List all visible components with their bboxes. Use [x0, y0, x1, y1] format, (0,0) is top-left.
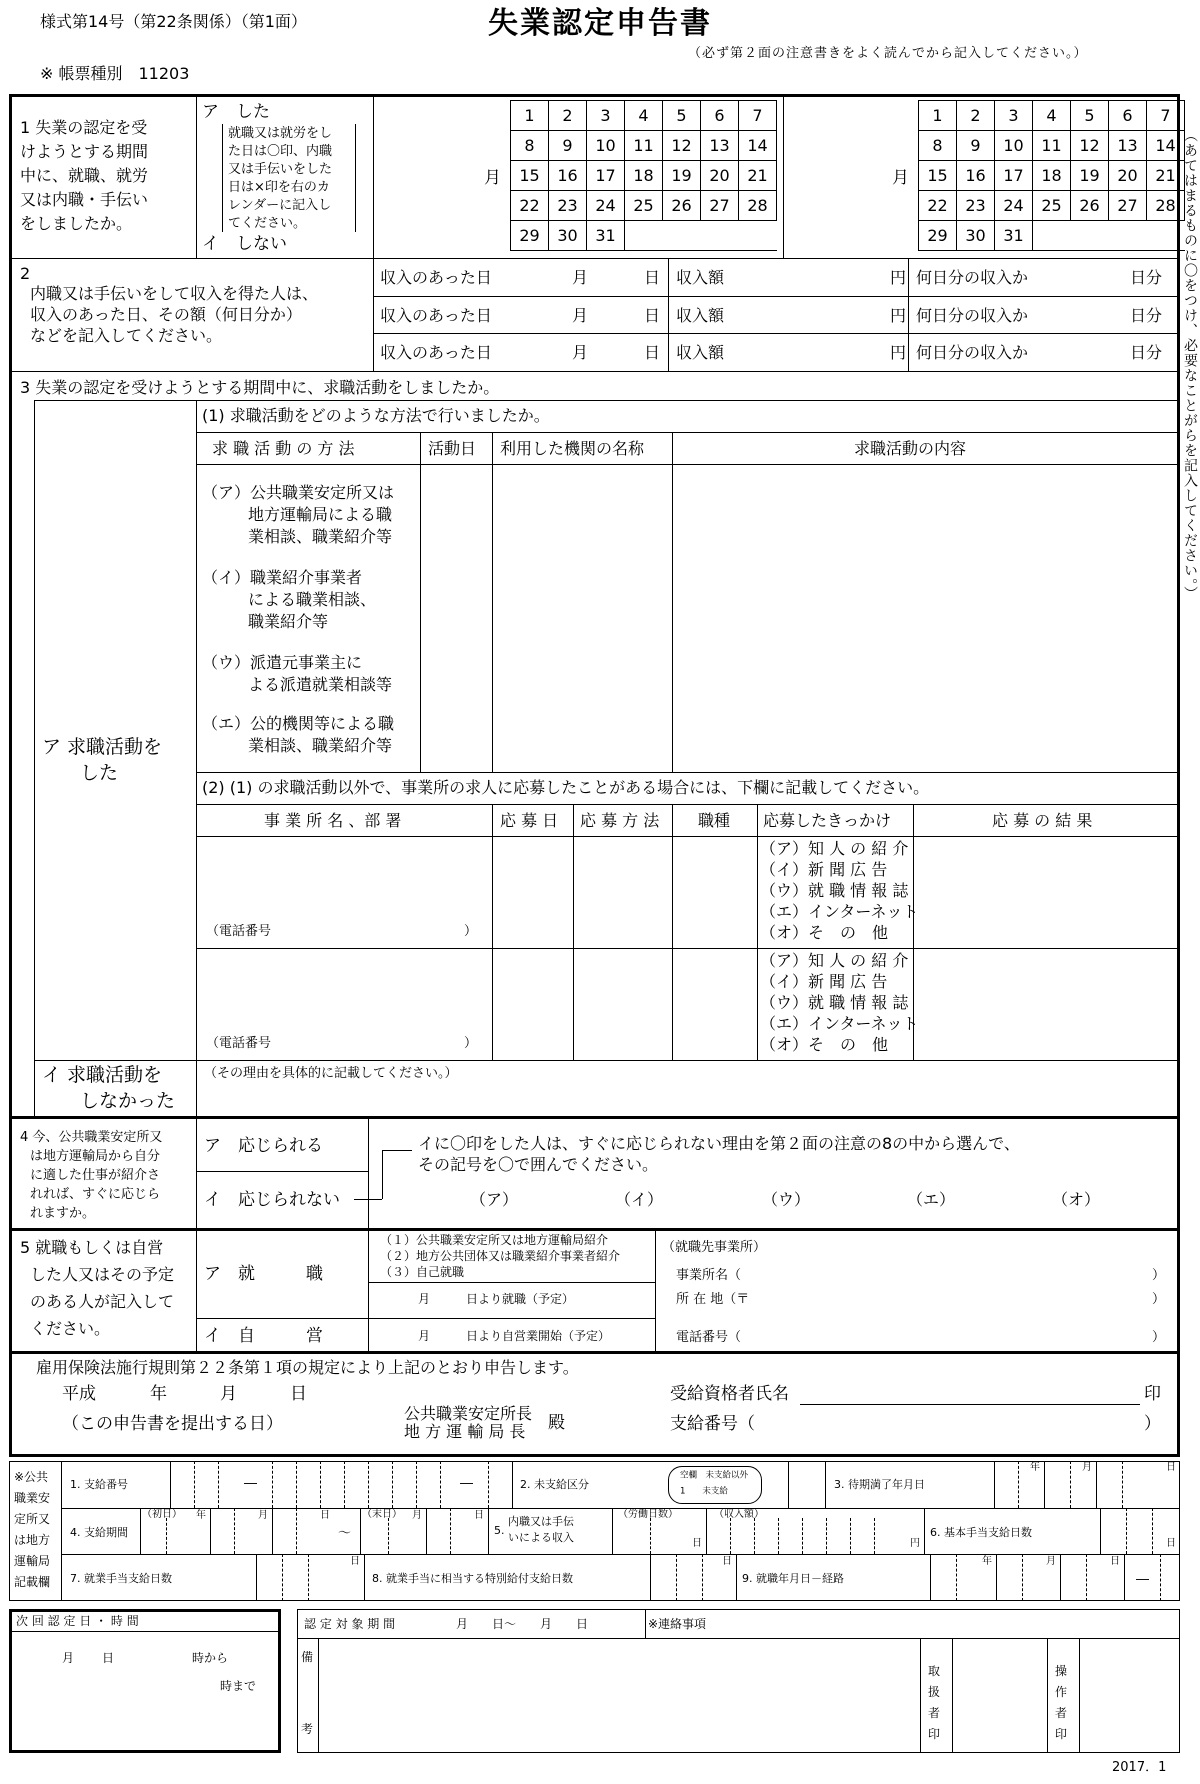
income-days-unit[interactable]: 日分	[1130, 306, 1163, 325]
col-company: 事 業 所 名 、部 署	[264, 811, 402, 830]
income-yen[interactable]: 円	[890, 343, 907, 362]
certification-period-value[interactable]: 月 日～ 月 日	[456, 1617, 589, 1631]
calendar-empty	[663, 221, 701, 251]
calendar-day[interactable]: 25	[1033, 191, 1071, 221]
calendar-day[interactable]: 14	[739, 131, 777, 161]
income-month[interactable]: 月	[572, 343, 589, 362]
col-apply-method: 応 募 方 法	[580, 811, 660, 830]
calendar-week	[511, 221, 777, 251]
time-from: 時から	[192, 1651, 229, 1665]
form-title: 失業認定申告書	[488, 6, 712, 41]
calendar-day[interactable]: 13	[701, 131, 739, 161]
handler-seal: 者	[928, 1706, 941, 1720]
calendar-day[interactable]: 24	[587, 191, 625, 221]
q4-note-line2: その記号を〇で囲んでください。	[418, 1155, 659, 1174]
calendar-day[interactable]: 31	[587, 221, 625, 251]
calendar-day[interactable]: 15	[511, 161, 549, 191]
handler-seal: 取	[928, 1664, 941, 1678]
calendar-day[interactable]: 8	[919, 131, 957, 161]
calendar-week	[511, 131, 777, 161]
contact-notes-label: ※連絡事項	[648, 1617, 707, 1631]
calendar-week	[511, 101, 777, 131]
calendar-day[interactable]: 11	[625, 131, 663, 161]
calendar-day[interactable]: 10	[995, 131, 1033, 161]
q1-option-did-not[interactable]: イ しない	[202, 234, 287, 254]
q4-note-line1: イに〇印をした人は、すぐに応じられない理由を第２面の注意の8の中から選んで、	[418, 1134, 1020, 1153]
income-days-label: 何日分の収入か	[916, 343, 1029, 362]
income-amount-label: 収入額	[676, 343, 725, 362]
form-version: 2017．1	[1112, 1760, 1167, 1775]
calendar-day[interactable]: 18	[625, 161, 663, 191]
income-yen[interactable]: 円	[890, 306, 907, 325]
income-yen[interactable]: 円	[890, 268, 907, 287]
handler-seal: 印	[928, 1727, 941, 1741]
office-head-1: 公共職業安定所長	[404, 1404, 533, 1423]
trigger-option[interactable]: （エ）インターネット	[760, 1014, 919, 1033]
calendar-day[interactable]: 20	[701, 161, 739, 191]
form-number: 様式第14号（第22条関係）（第1面）	[40, 12, 307, 31]
col-organization: 利用した機関の名称	[500, 439, 645, 458]
operator-seal: 作	[1055, 1685, 1068, 1699]
calendar-day[interactable]: 23	[957, 191, 995, 221]
col-trigger: 応募したきっかけ	[763, 811, 892, 830]
calendar-day[interactable]: 27	[701, 191, 739, 221]
employer-phone[interactable]: 電話番号（	[676, 1330, 742, 1345]
calendar-day[interactable]: 17	[995, 161, 1033, 191]
office-use-label: 運輸局	[14, 1554, 51, 1568]
calendar-week	[919, 191, 1185, 221]
trigger-option[interactable]: （ア）知 人 の 紹 介	[760, 839, 909, 858]
calendar-day[interactable]: 28	[1147, 191, 1185, 221]
company-phone[interactable]: （電話番号	[206, 1036, 272, 1051]
calendar-day[interactable]: 29	[511, 221, 549, 251]
q3-sub1: (1) 求職活動をどのような方法で行いましたか。	[202, 406, 550, 425]
reason-choice[interactable]: （エ）	[907, 1190, 956, 1209]
calendar-day[interactable]: 14	[1147, 131, 1185, 161]
company-phone-close: ）	[464, 1036, 478, 1051]
field-waiting-end-date[interactable]: 3. 待期満了年月日	[834, 1478, 925, 1491]
income-date-label: 収入のあった日	[380, 343, 492, 362]
calendar2-month-label: 月	[892, 168, 909, 188]
field-payment-period[interactable]: 4. 支給期間	[70, 1526, 128, 1539]
company-phone-close: ）	[464, 924, 478, 939]
calendar-day[interactable]: 18	[1033, 161, 1071, 191]
calendar-day[interactable]: 15	[919, 161, 957, 191]
calendar-day[interactable]: 4	[625, 101, 663, 131]
calendar-day[interactable]: 5	[663, 101, 701, 131]
income-month[interactable]: 月	[572, 306, 589, 325]
header-note: （必ず第２面の注意書きをよく読んでから記入してください。）	[688, 46, 1088, 61]
trigger-option[interactable]: （オ）そ の 他	[760, 923, 889, 942]
col-activity-date: 活動日	[428, 439, 477, 458]
office-use-label: 記載欄	[14, 1575, 51, 1589]
calendar1-month-label: 月	[484, 168, 501, 188]
calendar-day[interactable]: 6	[701, 101, 739, 131]
calendar-day[interactable]: 16	[957, 161, 995, 191]
calendar-day[interactable]: 1	[919, 101, 957, 131]
trigger-option[interactable]: （イ）新 聞 広 告	[760, 972, 888, 991]
side-instruction: （あてはまるものに〇をつけ、必要なことがらを記入してください。）	[1182, 128, 1198, 601]
employer-company[interactable]: 事業所名（	[676, 1268, 742, 1283]
reason-choice[interactable]: （オ）	[1052, 1190, 1101, 1209]
submit-date-note: （この申告書を提出する日）	[62, 1414, 283, 1434]
income-month[interactable]: 月	[572, 268, 589, 287]
seal-mark: 印	[1144, 1384, 1161, 1404]
calendar-1[interactable]	[510, 100, 777, 251]
income-day[interactable]: 日	[644, 268, 661, 287]
calendar-week	[919, 101, 1185, 131]
income-days-unit[interactable]: 日分	[1130, 268, 1163, 287]
calendar-day[interactable]: 6	[1109, 101, 1147, 131]
operator-seal: 印	[1055, 1727, 1068, 1741]
income-days-unit[interactable]: 日分	[1130, 343, 1163, 362]
trigger-option[interactable]: （ア）知 人 の 紹 介	[760, 951, 909, 970]
trigger-option[interactable]: （ウ）就 職 情 報 誌	[760, 881, 909, 900]
calendar-day[interactable]: 5	[1071, 101, 1109, 131]
form-type: ※ 帳票種別 11203	[40, 64, 190, 83]
employment-date[interactable]: 月 日より就職（予定）	[418, 1292, 575, 1306]
calendar-day[interactable]: 29	[919, 221, 957, 251]
col-apply-date: 応 募 日	[500, 811, 559, 830]
calendar-day[interactable]: 9	[957, 131, 995, 161]
calendar-empty	[1033, 221, 1071, 251]
calendar-empty	[1071, 221, 1109, 251]
calendar-day[interactable]: 28	[739, 191, 777, 221]
calendar-day[interactable]: 25	[625, 191, 663, 221]
calendar-day[interactable]: 22	[919, 191, 957, 221]
calendar-day[interactable]: 12	[1071, 131, 1109, 161]
calendar-week	[511, 191, 777, 221]
calendar-day[interactable]: 30	[549, 221, 587, 251]
q4-option-cannot[interactable]: イ 応じられない	[204, 1190, 340, 1210]
declaration-era: 平成	[62, 1384, 96, 1404]
calendar-day[interactable]: 19	[663, 161, 701, 191]
income-days-label: 何日分の収入か	[916, 268, 1029, 287]
office-use-label: 職業安	[14, 1491, 51, 1505]
q1-option-did[interactable]: ア した	[202, 102, 270, 122]
calendar-day[interactable]: 26	[1071, 191, 1109, 221]
operator-seal: 者	[1055, 1706, 1068, 1720]
field-unpaid-category[interactable]: 2. 未支給区分	[520, 1478, 589, 1491]
office-use-label: ※公共	[14, 1470, 49, 1484]
reason-choice[interactable]: （ウ）	[762, 1190, 811, 1209]
calendar-day[interactable]: 27	[1109, 191, 1147, 221]
calendar-day[interactable]: 16	[549, 161, 587, 191]
q5-option-employed[interactable]: ア 就 職	[204, 1264, 323, 1284]
calendar-week	[919, 161, 1185, 191]
calendar-empty	[625, 221, 663, 251]
income-date-label: 収入のあった日	[380, 306, 492, 325]
q5-option-self-employed[interactable]: イ 自 営	[204, 1326, 323, 1346]
col-content: 求職活動の内容	[854, 439, 967, 458]
field-special-benefit-days[interactable]: 8. 就業手当に相当する特別給付支給日数	[372, 1572, 573, 1585]
calendar-day[interactable]: 30	[957, 221, 995, 251]
calendar-empty	[701, 221, 739, 251]
income-amount-label: 収入額	[676, 306, 725, 325]
q3-question: 3 失業の認定を受けようとする期間中に、求職活動をしましたか。	[20, 378, 500, 397]
calendar-empty	[1147, 221, 1185, 251]
income-day[interactable]: 日	[644, 306, 661, 325]
field-basic-allowance-days[interactable]: 6. 基本手当支給日数	[930, 1526, 1032, 1539]
calendar-day[interactable]: 7	[739, 101, 777, 131]
calendar-day[interactable]: 9	[549, 131, 587, 161]
self-employment-date[interactable]: 月 日より自営業開始（予定）	[418, 1329, 611, 1343]
calendar-day[interactable]: 3	[995, 101, 1033, 131]
field-employment-date-route[interactable]: 9. 就職年月日－経路	[742, 1572, 844, 1585]
calendar-day[interactable]: 2	[549, 101, 587, 131]
calendar-day[interactable]: 1	[511, 101, 549, 131]
employer-heading: （就職先事業所）	[662, 1240, 767, 1255]
income-day[interactable]: 日	[644, 343, 661, 362]
declaration-text: 雇用保険法施行規則第２２条第１項の規定により上記のとおり申告します。	[36, 1358, 579, 1377]
calendar-empty	[1109, 221, 1147, 251]
calendar-day[interactable]: 2	[957, 101, 995, 131]
calendar-2[interactable]	[918, 100, 1185, 251]
calendar-day[interactable]: 20	[1109, 161, 1147, 191]
calendar-day[interactable]: 4	[1033, 101, 1071, 131]
calendar-day[interactable]: 21	[739, 161, 777, 191]
calendar-day[interactable]: 7	[1147, 101, 1185, 131]
calendar-week	[919, 221, 1185, 251]
calendar-day[interactable]: 12	[663, 131, 701, 161]
income-days-label: 何日分の収入か	[916, 306, 1029, 325]
operator-seal: 操	[1055, 1664, 1068, 1678]
field-payment-number[interactable]: 1. 支給番号	[70, 1478, 128, 1491]
calendar-day[interactable]: 13	[1109, 131, 1147, 161]
reason-instruction: （その理由を具体的に記載してください。）	[204, 1066, 458, 1081]
calendar-day[interactable]: 22	[511, 191, 549, 221]
trigger-option[interactable]: （エ）インターネット	[760, 902, 919, 921]
calendar-day[interactable]: 17	[587, 161, 625, 191]
next-appointment-label: 次 回 認 定 日 ・ 時 間	[16, 1614, 139, 1628]
time-to: 時まで	[220, 1679, 257, 1693]
remarks-label-1: 備	[301, 1650, 314, 1664]
income-amount-label: 収入額	[676, 268, 725, 287]
calendar-week	[511, 161, 777, 191]
calendar-day[interactable]: 3	[587, 101, 625, 131]
calendar-empty	[739, 221, 777, 251]
col-method: 求 職 活 動 の 方 法	[212, 439, 355, 458]
calendar-day[interactable]: 24	[995, 191, 1033, 221]
employer-address[interactable]: 所 在 地（〒	[676, 1292, 750, 1307]
calendar-day[interactable]: 8	[511, 131, 549, 161]
trigger-option[interactable]: （オ）そ の 他	[760, 1035, 889, 1054]
reason-choice[interactable]: （ア）	[470, 1190, 519, 1209]
company-phone[interactable]: （電話番号	[206, 924, 272, 939]
col-result: 応 募 の 結 果	[992, 811, 1093, 830]
calendar-day[interactable]: 10	[587, 131, 625, 161]
field-employment-allowance-days[interactable]: 7. 就業手当支給日数	[70, 1572, 172, 1585]
office-use-label: 定所又	[14, 1512, 51, 1526]
calendar-day[interactable]: 26	[663, 191, 701, 221]
calendar-day[interactable]: 21	[1147, 161, 1185, 191]
office-use-label: は地方	[14, 1533, 51, 1547]
handler-seal: 扱	[928, 1685, 941, 1699]
certification-period-label: 認 定 対 象 期 間	[304, 1617, 396, 1631]
calendar-day[interactable]: 31	[995, 221, 1033, 251]
calendar-day[interactable]: 23	[549, 191, 587, 221]
trigger-option[interactable]: （イ）新 聞 広 告	[760, 860, 888, 879]
recipient-name-field[interactable]	[800, 1404, 1140, 1405]
reason-choice[interactable]: （イ）	[615, 1190, 664, 1209]
recipient-name-label: 受給資格者氏名	[670, 1384, 789, 1404]
q4-option-can[interactable]: ア 応じられる	[204, 1136, 323, 1156]
q3-sub2: (2) (1) の求職活動以外で、事業所の求人に応募したことがある場合には、下欄に記載してください。	[202, 778, 930, 797]
col-job-type: 職種	[698, 811, 731, 830]
income-date-label: 収入のあった日	[380, 268, 492, 287]
calendar-day[interactable]: 19	[1071, 161, 1109, 191]
trigger-option[interactable]: （ウ）就 職 情 報 誌	[760, 993, 909, 1012]
calendar-day[interactable]: 11	[1033, 131, 1071, 161]
remarks-label-2: 考	[301, 1722, 314, 1736]
office-head-2: 地 方 運 輸 局 長	[404, 1422, 526, 1441]
payment-number-label[interactable]: 支給番号（	[670, 1414, 755, 1434]
calendar-week	[919, 131, 1185, 161]
